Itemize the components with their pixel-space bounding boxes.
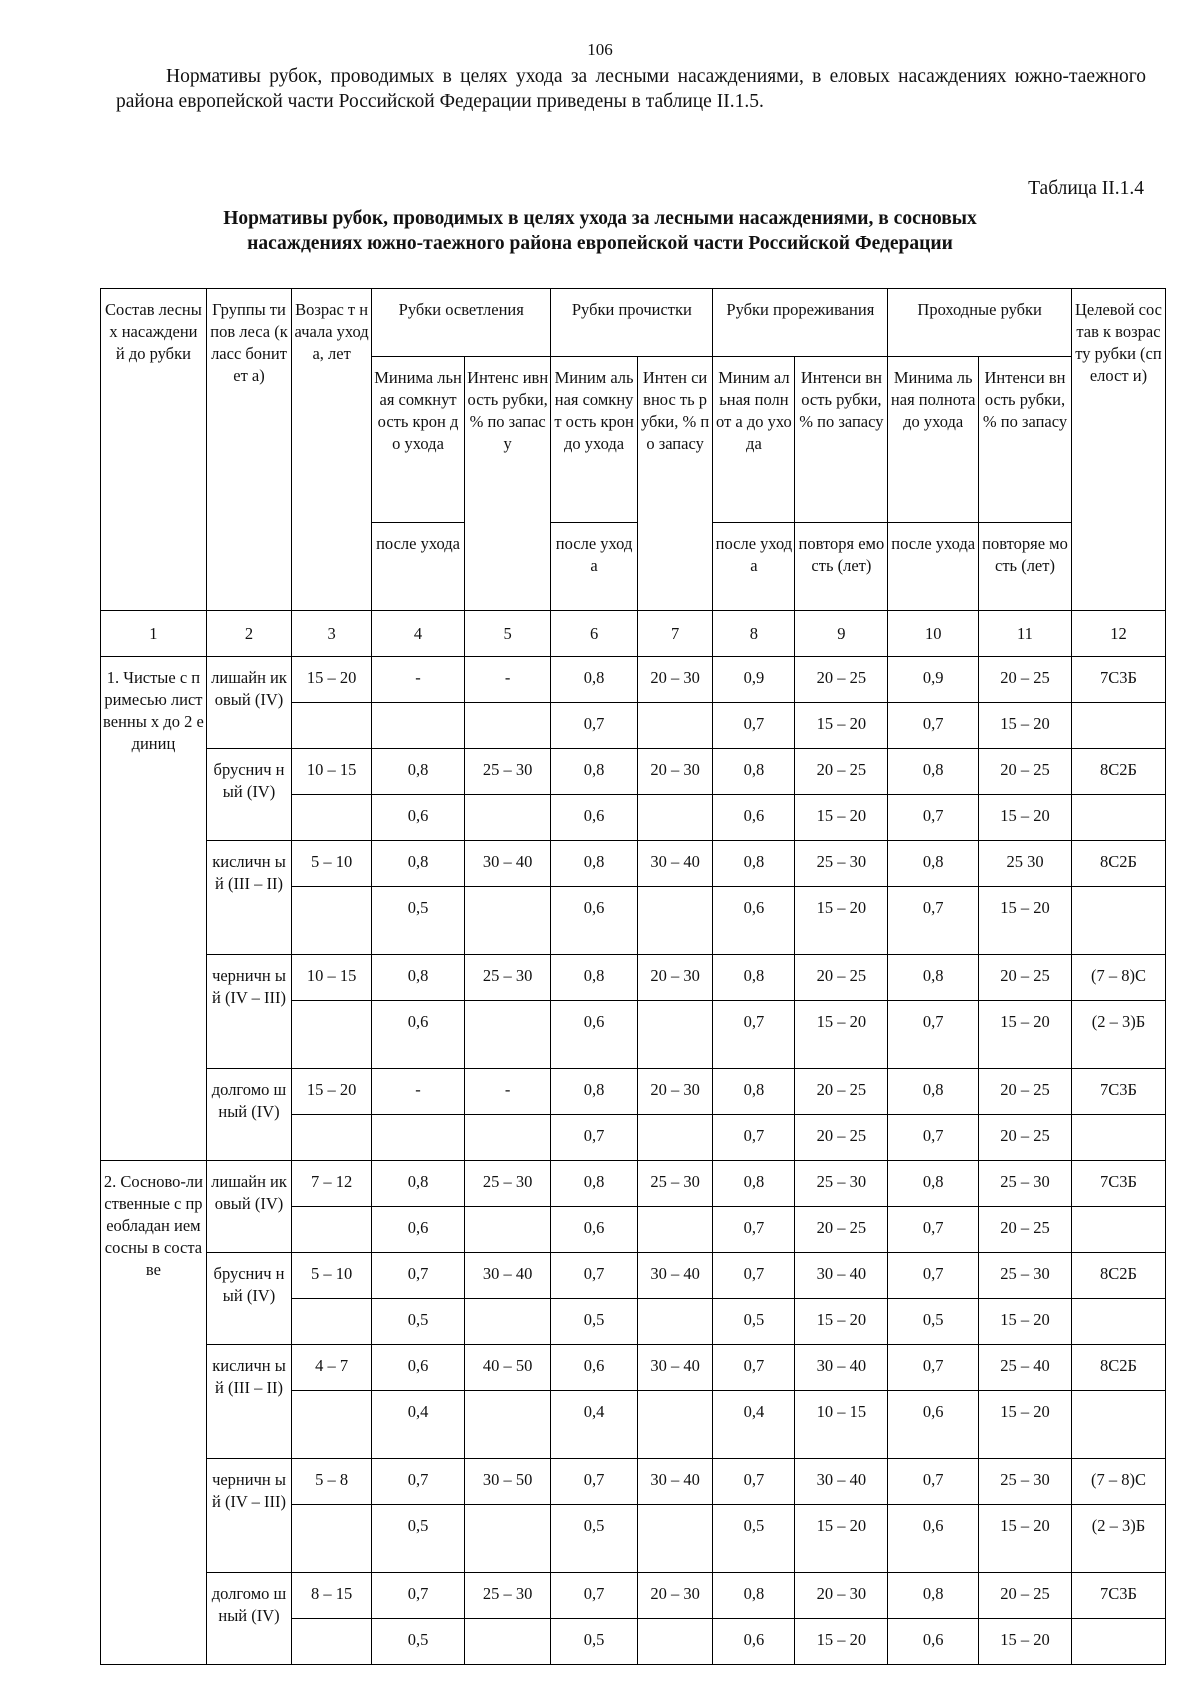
table-cell: 15 – 20 <box>979 1391 1072 1459</box>
table-cell: (7 – 8)С <box>1071 955 1165 1001</box>
table-cell: 20 – 25 <box>795 657 888 703</box>
table-cell: 0,6 <box>372 795 465 841</box>
table-cell: 5 – 8 <box>292 1459 372 1505</box>
table-cell: 8С2Б <box>1071 1345 1165 1391</box>
forest-type-cell: долгомо шный (IV) <box>206 1573 291 1665</box>
table-cell: 15 – 20 <box>795 1619 888 1665</box>
table-cell: 0,8 <box>551 657 637 703</box>
header-start-age: Возрас т начала ухода, лет <box>292 289 372 611</box>
table-cell: 0,8 <box>551 749 637 795</box>
table-cell <box>637 795 713 841</box>
table-cell: 30 – 40 <box>637 841 713 887</box>
table-cell: 20 – 25 <box>979 1573 1072 1619</box>
forest-type-cell: бруснич ный (IV) <box>206 749 291 841</box>
table-cell: 25 – 30 <box>979 1161 1072 1207</box>
table-cell: 5 – 10 <box>292 841 372 887</box>
table-cell <box>372 1115 465 1161</box>
table-cell: 25 – 40 <box>979 1345 1072 1391</box>
table-cell: 15 – 20 <box>979 1619 1072 1665</box>
table-cell <box>464 795 550 841</box>
column-number: 9 <box>795 611 888 657</box>
table-row <box>101 1573 1166 1619</box>
table-row <box>101 955 1166 1001</box>
header-min-density-10: Минима льная полнота до ухода <box>888 357 979 523</box>
table-cell: 0,7 <box>713 1001 795 1069</box>
header-min-density-8: Миним альная полнот а до ухода <box>713 357 795 523</box>
table-cell: 15 – 20 <box>795 703 888 749</box>
table-cell: 0,7 <box>713 1459 795 1505</box>
table-cell: 0,7 <box>888 1253 979 1299</box>
table-cell: 15 – 20 <box>795 1299 888 1345</box>
table-row <box>101 1069 1166 1115</box>
table-cell: 30 – 40 <box>795 1253 888 1299</box>
table-cell: 0,5 <box>551 1299 637 1345</box>
header-intensity-11: Интенси вность рубки, % по запасу <box>979 357 1072 523</box>
table-row <box>101 1253 1166 1299</box>
table-cell <box>292 887 372 955</box>
table-cell <box>292 1115 372 1161</box>
table-cell: 25 – 30 <box>979 1253 1072 1299</box>
table-cell: 20 – 30 <box>795 1573 888 1619</box>
column-number: 3 <box>292 611 372 657</box>
header-after-10: после ухода <box>888 523 979 611</box>
forest-type-cell: лишайн иковый (IV) <box>206 657 291 749</box>
table-cell: 0,7 <box>551 1115 637 1161</box>
column-number-row <box>101 611 1166 657</box>
header-lightening: Рубки осветления <box>372 289 551 357</box>
table-cell: 30 – 40 <box>464 1253 550 1299</box>
table-cell: 0,8 <box>713 841 795 887</box>
table-cell: 0,6 <box>888 1619 979 1665</box>
table-cell <box>292 1001 372 1069</box>
table-title-line-1: Нормативы рубок, проводимых в целях ухода за лесными насаждениями, в сосновых <box>223 208 977 229</box>
table-cell <box>637 1001 713 1069</box>
table-cell: 0,7 <box>888 1001 979 1069</box>
table-cell <box>1071 795 1165 841</box>
table-cell: 0,8 <box>372 1161 465 1207</box>
forest-type-cell: долгомо шный (IV) <box>206 1069 291 1161</box>
table-cell: 0,8 <box>551 955 637 1001</box>
table-cell: 20 – 30 <box>637 955 713 1001</box>
table-cell <box>292 795 372 841</box>
table-cell: 0,8 <box>551 1069 637 1115</box>
table-title-line-2: насаждениях южно-таежного района европейской части Российской Федерации <box>247 233 953 254</box>
table-row <box>101 657 1166 703</box>
table-cell: 0,7 <box>888 795 979 841</box>
table-cell: 20 – 25 <box>795 1069 888 1115</box>
table-cell: 0,4 <box>713 1391 795 1459</box>
table-cell: 0,8 <box>372 749 465 795</box>
table-cell: 0,8 <box>888 1069 979 1115</box>
table-cell: (2 – 3)Б <box>1071 1001 1165 1069</box>
table-cell: 25 – 30 <box>979 1459 1072 1505</box>
table-cell: 0,7 <box>888 1207 979 1253</box>
table-cell: 25 – 30 <box>795 841 888 887</box>
table-cell: 30 – 40 <box>795 1345 888 1391</box>
table-cell: 15 – 20 <box>795 887 888 955</box>
column-number: 7 <box>637 611 713 657</box>
table-cell: 0,5 <box>551 1505 637 1573</box>
table-cell <box>637 1207 713 1253</box>
table-cell: 0,8 <box>888 1573 979 1619</box>
table-cell: 10 – 15 <box>795 1391 888 1459</box>
table-cell: 25 – 30 <box>464 955 550 1001</box>
table-cell: 8С2Б <box>1071 1253 1165 1299</box>
header-after-8: после ухода <box>713 523 795 611</box>
table-cell: 15 – 20 <box>979 887 1072 955</box>
forest-type-cell: бруснич ный (IV) <box>206 1253 291 1345</box>
table-cell: 0,6 <box>372 1207 465 1253</box>
table-cell: 8С2Б <box>1071 749 1165 795</box>
table-cell: 40 – 50 <box>464 1345 550 1391</box>
header-intensity-9: Интенси вность рубки, % по запасу <box>795 357 888 523</box>
header-after-4: после ухода <box>372 523 465 611</box>
table-cell <box>637 1505 713 1573</box>
header-intensity-7: Интен сивнос ть рубки, % по запасу <box>637 357 713 611</box>
forest-type-cell: кисличн ый (III – II) <box>206 841 291 955</box>
forest-type-cell: кисличн ый (III – II) <box>206 1345 291 1459</box>
table-cell <box>292 703 372 749</box>
table-cell: 0,6 <box>713 887 795 955</box>
table-cell <box>292 1619 372 1665</box>
forest-type-cell: черничн ый (IV – III) <box>206 1459 291 1573</box>
table-cell: 20 – 30 <box>637 1573 713 1619</box>
table-cell <box>464 1207 550 1253</box>
table-cell: 25 30 <box>979 841 1072 887</box>
table-cell: 20 – 25 <box>979 657 1072 703</box>
table-row <box>101 749 1166 795</box>
table-cell: 15 – 20 <box>979 1299 1072 1345</box>
table-cell: 20 – 25 <box>979 749 1072 795</box>
table-cell: 15 – 20 <box>979 703 1072 749</box>
table-cell: 25 – 30 <box>795 1161 888 1207</box>
table-cell: 0,6 <box>372 1001 465 1069</box>
table-cell: 30 – 40 <box>464 841 550 887</box>
table-cell: 15 – 20 <box>795 1001 888 1069</box>
table-cell: 15 – 20 <box>979 795 1072 841</box>
table-cell: 0,7 <box>551 703 637 749</box>
table-title <box>0 206 1200 256</box>
header-min-closure-6: Миним альная сомкнут ость крон до ухода <box>551 357 637 523</box>
header-repeat-9: повторя емость (лет) <box>795 523 888 611</box>
table-cell: 30 – 40 <box>637 1345 713 1391</box>
table-cell: 30 – 40 <box>637 1459 713 1505</box>
table-cell <box>637 1391 713 1459</box>
table-cell: - <box>464 1069 550 1115</box>
table-cell: 0,5 <box>372 1505 465 1573</box>
table-cell: 20 – 25 <box>795 1115 888 1161</box>
table-cell: 0,7 <box>713 1115 795 1161</box>
composition-cell: 1. Чистые с примесью лиственны х до 2 единиц <box>101 657 207 1161</box>
table-cell: 15 – 20 <box>979 1505 1072 1573</box>
table-cell: 0,8 <box>713 1161 795 1207</box>
column-number: 11 <box>979 611 1072 657</box>
table-cell: 0,7 <box>372 1253 465 1299</box>
intro-text: Нормативы рубок, проводимых в целях ухода за лесными насаждениями, в еловых насаждениях южно-таежного района европейской части Российской Федерации приведены в таблице II.1.5. <box>116 66 1146 112</box>
table-cell: 0,6 <box>713 795 795 841</box>
header-passing: Проходные рубки <box>888 289 1072 357</box>
table-cell: 0,5 <box>551 1619 637 1665</box>
table-cell: 0,6 <box>551 1207 637 1253</box>
header-repeat-11: повторяе мость (лет) <box>979 523 1072 611</box>
table-cell <box>464 1505 550 1573</box>
table-cell: 30 – 40 <box>795 1459 888 1505</box>
table-cell: 0,5 <box>888 1299 979 1345</box>
table-cell <box>464 1619 550 1665</box>
table-cell: 7С3Б <box>1071 1069 1165 1115</box>
table-cell <box>1071 703 1165 749</box>
table-cell: 0,7 <box>888 1459 979 1505</box>
table-cell: 25 – 30 <box>464 1161 550 1207</box>
table-cell: 15 – 20 <box>979 1001 1072 1069</box>
header-composition: Состав лесных насаждени й до рубки <box>101 289 207 611</box>
table-cell: 0,8 <box>551 841 637 887</box>
table-cell: 0,8 <box>551 1161 637 1207</box>
table-cell: 0,6 <box>551 795 637 841</box>
table-cell: 7 – 12 <box>292 1161 372 1207</box>
table-cell: 0,7 <box>713 1345 795 1391</box>
table-cell: 0,8 <box>372 955 465 1001</box>
table-row <box>101 1459 1166 1505</box>
header-min-closure-4: Минима льная сомкнут ость крон до ухода <box>372 357 465 523</box>
table-cell: 0,7 <box>551 1459 637 1505</box>
table-row <box>101 1345 1166 1391</box>
table-cell: (2 – 3)Б <box>1071 1505 1165 1573</box>
table-cell: 7С3Б <box>1071 657 1165 703</box>
table-cell: 20 – 30 <box>637 749 713 795</box>
column-number: 5 <box>464 611 550 657</box>
header-thinning: Рубки прореживания <box>713 289 888 357</box>
table-cell: 20 – 25 <box>795 749 888 795</box>
header-row-1 <box>101 289 1166 357</box>
table-cell <box>637 887 713 955</box>
table-cell: 25 – 30 <box>464 1573 550 1619</box>
table-cell: 8 – 15 <box>292 1573 372 1619</box>
forest-type-cell: лишайн иковый (IV) <box>206 1161 291 1253</box>
table-cell: - <box>372 1069 465 1115</box>
table-cell: 0,7 <box>713 1253 795 1299</box>
table-cell: 0,8 <box>888 955 979 1001</box>
table-cell: - <box>464 657 550 703</box>
table-cell <box>1071 1115 1165 1161</box>
table-cell: 20 – 25 <box>979 955 1072 1001</box>
column-number: 2 <box>206 611 291 657</box>
table-cell: 20 – 30 <box>637 657 713 703</box>
intro-paragraph <box>116 64 1146 114</box>
table-cell: 15 – 20 <box>795 795 888 841</box>
table-cell <box>464 1391 550 1459</box>
table-cell: 10 – 15 <box>292 955 372 1001</box>
table-cell <box>637 1115 713 1161</box>
table-cell <box>464 1001 550 1069</box>
table-cell <box>1071 1207 1165 1253</box>
table-cell: 8С2Б <box>1071 841 1165 887</box>
column-number: 6 <box>551 611 637 657</box>
table-cell: 0,6 <box>551 1001 637 1069</box>
table-cell: 10 – 15 <box>292 749 372 795</box>
table-cell <box>1071 1619 1165 1665</box>
header-cleaning: Рубки прочистки <box>551 289 713 357</box>
table-cell: 0,7 <box>551 1573 637 1619</box>
table-cell <box>637 1619 713 1665</box>
table-cell: 0,8 <box>713 749 795 795</box>
table-cell: 0,7 <box>888 887 979 955</box>
table-cell <box>637 703 713 749</box>
table-cell: 0,9 <box>888 657 979 703</box>
table-cell <box>292 1505 372 1573</box>
table-row <box>101 1161 1166 1207</box>
table-cell: 25 – 30 <box>637 1161 713 1207</box>
table-cell: 0,6 <box>888 1391 979 1459</box>
table-cell: 0,4 <box>551 1391 637 1459</box>
page-number: 106 <box>587 40 613 59</box>
table-cell: 20 – 25 <box>979 1115 1072 1161</box>
table-cell: 0,8 <box>888 841 979 887</box>
table-label: Таблица II.1.4 <box>1028 178 1144 199</box>
table-cell <box>1071 1391 1165 1459</box>
header-after-6: после ухода <box>551 523 637 611</box>
table-cell: 0,7 <box>372 1459 465 1505</box>
table-cell: 0,6 <box>551 1345 637 1391</box>
table-row <box>101 841 1166 887</box>
table-cell <box>292 1299 372 1345</box>
table-cell: 0,8 <box>713 955 795 1001</box>
table-cell: 15 – 20 <box>292 657 372 703</box>
table-cell: 0,7 <box>713 703 795 749</box>
table-cell: 0,6 <box>372 1345 465 1391</box>
header-target: Целевой состав к возрасту рубки (спелост и) <box>1071 289 1165 611</box>
composition-cell: 2. Сосново-лиственные с преобладан ием сосны в составе <box>101 1161 207 1665</box>
table-cell: 0,5 <box>372 1619 465 1665</box>
table-cell: 20 – 25 <box>795 1207 888 1253</box>
table-cell: 7С3Б <box>1071 1161 1165 1207</box>
table-cell: 20 – 25 <box>979 1069 1072 1115</box>
table-cell: 15 – 20 <box>292 1069 372 1115</box>
norms-table <box>100 288 1166 1665</box>
table-cell: 7С3Б <box>1071 1573 1165 1619</box>
table-cell <box>464 703 550 749</box>
table-cell <box>1071 1299 1165 1345</box>
table-cell <box>292 1207 372 1253</box>
table-cell: 20 – 25 <box>795 955 888 1001</box>
table-cell: 0,6 <box>713 1619 795 1665</box>
table-cell <box>637 1299 713 1345</box>
forest-type-cell: черничн ый (IV – III) <box>206 955 291 1069</box>
table-cell: 20 – 30 <box>637 1069 713 1115</box>
table-cell: 0,8 <box>888 1161 979 1207</box>
table-cell: 0,7 <box>372 1573 465 1619</box>
table-cell <box>292 1391 372 1459</box>
table-cell: 4 – 7 <box>292 1345 372 1391</box>
table-cell: 0,6 <box>888 1505 979 1573</box>
header-forest-type: Группы типов леса (класс бонитет а) <box>206 289 291 611</box>
table-cell: 0,5 <box>372 1299 465 1345</box>
table-cell: 0,8 <box>713 1573 795 1619</box>
table-cell: 20 – 25 <box>979 1207 1072 1253</box>
table-cell <box>464 887 550 955</box>
table-cell <box>464 1299 550 1345</box>
column-number: 4 <box>372 611 465 657</box>
table-cell: 25 – 30 <box>464 749 550 795</box>
column-number: 10 <box>888 611 979 657</box>
header-intensity-5: Интенс ивность рубки, % по запасу <box>464 357 550 611</box>
table-cell: 30 – 40 <box>637 1253 713 1299</box>
table-cell: 0,5 <box>372 887 465 955</box>
table-cell: 0,8 <box>888 749 979 795</box>
table-cell <box>372 703 465 749</box>
table-cell: 0,7 <box>888 1345 979 1391</box>
table-cell: 5 – 10 <box>292 1253 372 1299</box>
table-cell: 0,5 <box>713 1505 795 1573</box>
table-cell: 0,7 <box>551 1253 637 1299</box>
table-cell: 0,7 <box>888 703 979 749</box>
column-number: 12 <box>1071 611 1165 657</box>
table-cell: 0,8 <box>713 1069 795 1115</box>
table-cell: 0,5 <box>713 1299 795 1345</box>
table-cell: 0,7 <box>713 1207 795 1253</box>
table-cell: (7 – 8)С <box>1071 1459 1165 1505</box>
table-cell: 30 – 50 <box>464 1459 550 1505</box>
column-number: 1 <box>101 611 207 657</box>
table-cell: 0,9 <box>713 657 795 703</box>
table-cell: 0,4 <box>372 1391 465 1459</box>
table-cell <box>464 1115 550 1161</box>
table-cell: 0,7 <box>888 1115 979 1161</box>
table-cell: 15 – 20 <box>795 1505 888 1573</box>
table-cell <box>1071 887 1165 955</box>
column-number: 8 <box>713 611 795 657</box>
table-cell: 0,8 <box>372 841 465 887</box>
table-cell: 0,6 <box>551 887 637 955</box>
table-cell: - <box>372 657 465 703</box>
